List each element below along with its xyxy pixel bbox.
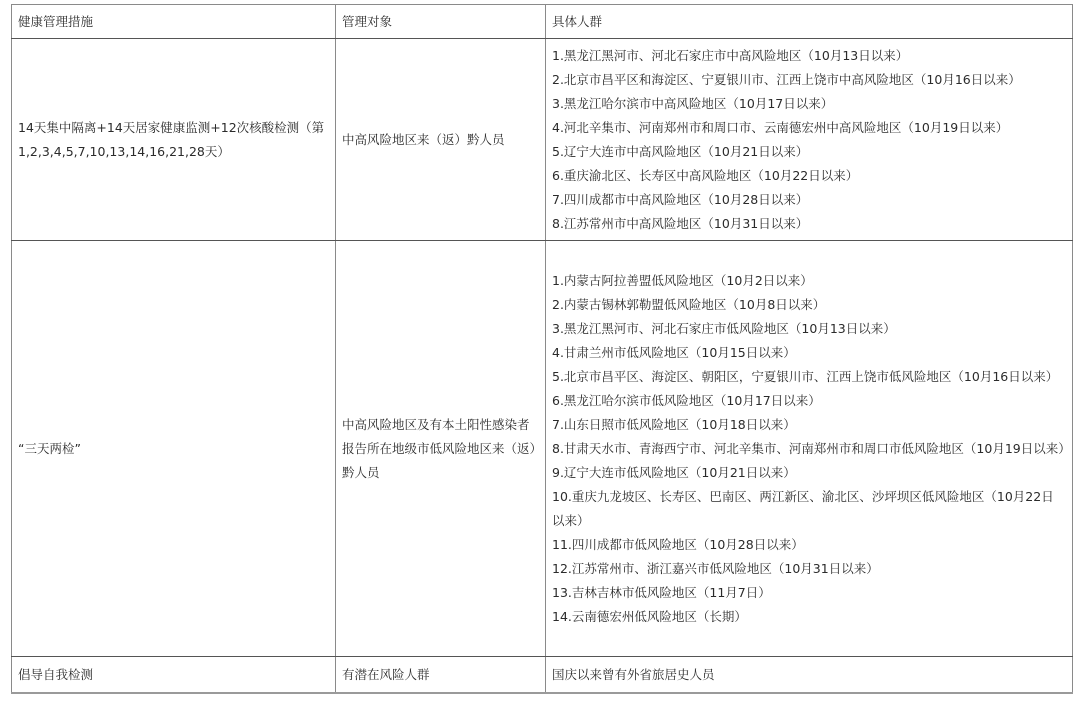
list-item: 14.云南德宏州低风险地区（长期） [552,608,747,624]
list-item: 12.江苏常州市、浙江嘉兴市低风险地区（10月31日以来） [552,560,879,576]
list-item: 6.黑龙江哈尔滨市低风险地区（10月17日以来） [552,392,821,408]
measure-cell: 14天集中隔离+14天居家健康监测+12次核酸检测（第1,2,3,4,5,7,10,13,14,16,21,28天） [12,39,336,241]
header-target: 管理对象 [336,5,546,39]
list-item: 8.江苏常州市中高风险地区（10月31日以来） [552,215,809,231]
target-cell: 中高风险地区及有本土阳性感染者报告所在地级市低风险地区来（返）黔人员 [336,241,546,657]
list-item: 3.黑龙江黑河市、河北石家庄市低风险地区（10月13日以来） [552,320,896,336]
list-item: 6.重庆渝北区、长寿区中高风险地区（10月22日以来） [552,167,859,183]
list-item: 4.甘肃兰州市低风险地区（10月15日以来） [552,344,796,360]
table-row [12,241,1073,657]
groups-cell: 国庆以来曾有外省旅居史人员 [546,657,1073,694]
groups-list [552,42,1066,238]
list-item: 1.黑龙江黑河市、河北石家庄市中高风险地区（10月13日以来） [552,47,909,63]
list-item: 7.四川成都市中高风险地区（10月28日以来） [552,191,809,207]
list-item: 5.北京市昌平区、海淀区、朝阳区，宁夏银川市、江西上饶市低风险地区（10月16日以来） [552,368,1059,384]
list-item: 9.辽宁大连市低风险地区（10月21日以来） [552,464,796,480]
list-item: 10.重庆九龙坡区、长寿区、巴南区、两江新区、渝北区、沙坪坝区低风险地区（10月22日以来） [552,488,1054,528]
list-item: 2.内蒙古锡林郭勒盟低风险地区（10月8日以来） [552,296,826,312]
groups-list [552,267,1071,631]
target-cell: 有潜在风险人群 [336,657,546,694]
list-item: 5.辽宁大连市中高风险地区（10月21日以来） [552,143,809,159]
list-item: 3.黑龙江哈尔滨市中高风险地区（10月17日以来） [552,95,834,111]
table-header-row [12,5,1073,39]
measure-cell: 倡导自我检测 [12,657,336,694]
table-row [12,657,1073,694]
groups-cell [546,241,1073,657]
health-management-table [11,4,1073,694]
list-item: 4.河北辛集市、河南郑州市和周口市、云南德宏州中高风险地区（10月19日以来） [552,119,1009,135]
table-row [12,39,1073,241]
target-cell: 中高风险地区来（返）黔人员 [336,39,546,241]
list-item: 13.吉林吉林市低风险地区（11月7日） [552,584,771,600]
list-item: 8.甘肃天水市、青海西宁市、河北辛集市、河南郑州市和周口市低风险地区（10月19日以来） [552,440,1071,456]
list-item: 7.山东日照市低风险地区（10月18日以来） [552,416,796,432]
list-item: 2.北京市昌平区和海淀区、宁夏银川市、江西上饶市中高风险地区（10月16日以来） [552,71,1021,87]
groups-cell [546,39,1073,241]
list-item: 11.四川成都市低风险地区（10月28日以来） [552,536,804,552]
header-measure: 健康管理措施 [12,5,336,39]
measure-cell: “三天两检” [12,241,336,657]
list-item: 1.内蒙古阿拉善盟低风险地区（10月2日以来） [552,272,813,288]
health-management-table-container [11,4,1072,694]
header-groups: 具体人群 [546,5,1073,39]
